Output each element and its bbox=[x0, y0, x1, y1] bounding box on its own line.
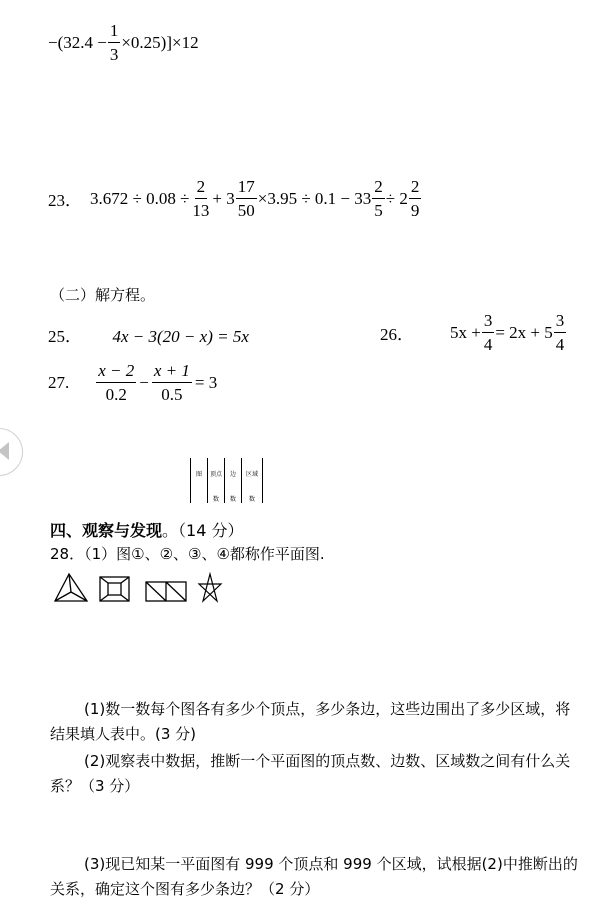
square-figure bbox=[100, 577, 129, 601]
fraction-denominator: 13 bbox=[192, 201, 210, 220]
fraction-denominator: 4 bbox=[555, 335, 565, 354]
fraction-denominator: 0.2 bbox=[105, 385, 127, 404]
fraction-numerator: 2 bbox=[409, 178, 422, 199]
fraction-denominator: 3 bbox=[109, 45, 119, 64]
fraction-denominator: 4 bbox=[483, 335, 493, 354]
q27-minus: − bbox=[139, 372, 149, 392]
fraction-numerator: x − 2 bbox=[96, 362, 136, 383]
fraction-denominator: 9 bbox=[410, 201, 420, 220]
question-number: 26． bbox=[380, 325, 414, 344]
question-number: 23． bbox=[48, 191, 82, 210]
question-25 bbox=[48, 322, 249, 347]
fraction-denominator: 0.5 bbox=[161, 385, 183, 404]
table-col-regions: 区域 数 bbox=[242, 458, 263, 503]
vertex-edge-region-table bbox=[190, 458, 263, 503]
section-4-heading bbox=[50, 518, 243, 541]
fraction-numerator: 1 bbox=[108, 22, 121, 43]
fraction-denominator: 50 bbox=[237, 201, 255, 220]
q23-part3: ×3.95 ÷ 0.1 − 33 bbox=[257, 188, 372, 208]
fraction-one-third bbox=[108, 22, 121, 63]
q26-fraction-2 bbox=[554, 312, 567, 353]
question-number: 27. bbox=[48, 372, 70, 392]
instruction-2: (2)观察表中数据，推断一个平面图的顶点数、边数、区域数之间有什么关系？（3 分） bbox=[50, 752, 571, 795]
expression-line1 bbox=[48, 22, 199, 63]
instruction-3: (3)现已知某一平面图有 999 个顶点和 999 个区域，试根据(2)中推断出的关系，确定这个图有多少条边？（2 分） bbox=[50, 855, 578, 898]
triangle-figure bbox=[55, 574, 87, 601]
fraction-numerator: 3 bbox=[482, 312, 495, 333]
table-col-vertices: 顶点 数 bbox=[208, 458, 225, 503]
q26-mid: = 2x + 5 bbox=[495, 322, 553, 342]
q23-part1: 3.672 ÷ 0.08 ÷ bbox=[90, 188, 190, 208]
q27-rhs: = 3 bbox=[194, 372, 218, 392]
star-figure bbox=[199, 574, 221, 601]
q23-fraction-3 bbox=[372, 178, 385, 219]
fraction-numerator: 2 bbox=[372, 178, 385, 199]
question-26 bbox=[380, 312, 567, 353]
question-28: 28．（1）图①、②、③、④都称作平面图. bbox=[50, 545, 325, 563]
expr1-suffix: ×0.25)]×12 bbox=[121, 32, 199, 52]
q27-fraction-1 bbox=[96, 362, 136, 403]
fraction-numerator: x + 1 bbox=[152, 362, 192, 383]
fraction-denominator: 5 bbox=[374, 201, 383, 220]
q23-fraction-1 bbox=[190, 178, 211, 219]
q26-fraction-1 bbox=[482, 312, 495, 353]
fraction-numerator: 17 bbox=[236, 178, 257, 199]
q27-fraction-2 bbox=[152, 362, 192, 403]
q23-fraction-4 bbox=[409, 178, 422, 219]
fraction-numerator: 3 bbox=[554, 312, 567, 333]
question-23 bbox=[48, 178, 422, 219]
question-number: 25． bbox=[48, 327, 82, 346]
q26-lhs: 5x + bbox=[450, 322, 481, 342]
table-col-edges: 边 数 bbox=[225, 458, 242, 503]
q25-equation: 4x − 3(20 − x) = 5x bbox=[112, 327, 249, 346]
q23-part4: ÷ 2 bbox=[385, 188, 408, 208]
question-27 bbox=[48, 362, 217, 403]
expr1-prefix: −(32.4 − bbox=[48, 32, 107, 52]
plane-figures bbox=[52, 572, 232, 604]
fraction-numerator: 2 bbox=[195, 178, 208, 199]
section-4-title: 四、观察与发现 bbox=[50, 521, 163, 540]
q23-fraction-2 bbox=[236, 178, 257, 219]
q23-part2: + 3 bbox=[212, 188, 235, 208]
section-2-title: （二）解方程。 bbox=[50, 286, 156, 304]
instruction-1: (1)数一数每个图各有多少个顶点，多少条边，这些边围出了多少区域，将结果填人表中。(3 分) bbox=[50, 700, 571, 743]
left-arrow-icon bbox=[0, 442, 9, 460]
section-4-score: 。（14 分） bbox=[162, 521, 244, 540]
table-col-figure: 图 bbox=[191, 458, 208, 503]
split-rectangle-figure bbox=[146, 582, 186, 601]
